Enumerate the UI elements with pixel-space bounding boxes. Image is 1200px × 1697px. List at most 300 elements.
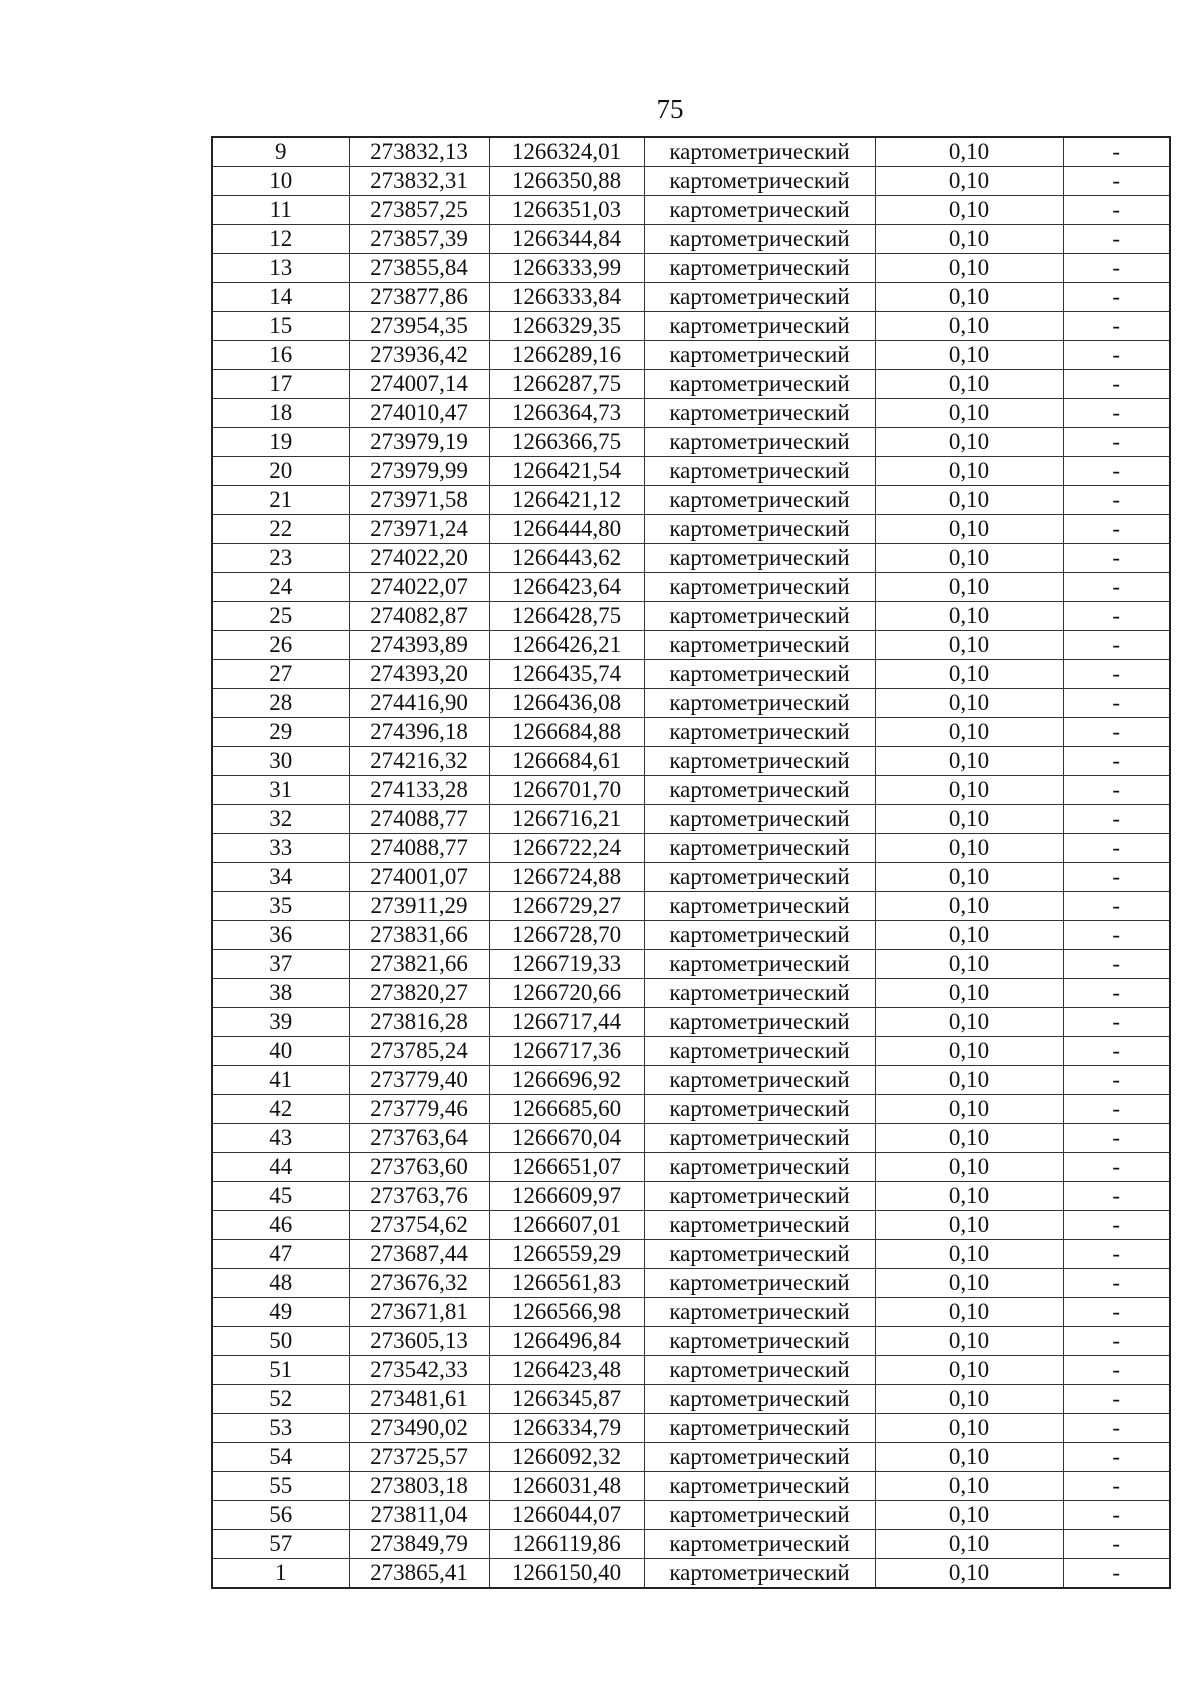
x-coordinate-cell: 273849,79 — [349, 1530, 489, 1559]
x-coordinate-cell: 274001,07 — [349, 863, 489, 892]
method-cell: картометрический — [644, 1298, 875, 1327]
point-number-cell: 11 — [212, 196, 349, 225]
method-cell: картометрический — [644, 660, 875, 689]
y-coordinate-cell: 1266423,64 — [489, 573, 644, 602]
x-coordinate-cell: 273779,40 — [349, 1066, 489, 1095]
point-number-cell: 32 — [212, 805, 349, 834]
accuracy-cell: 0,10 — [875, 196, 1063, 225]
y-coordinate-cell: 1266350,88 — [489, 167, 644, 196]
table-row — [212, 515, 1170, 544]
point-number-cell: 41 — [212, 1066, 349, 1095]
y-coordinate-cell: 1266720,66 — [489, 979, 644, 1008]
method-cell: картометрический — [644, 1414, 875, 1443]
y-coordinate-cell: 1266345,87 — [489, 1385, 644, 1414]
note-cell: - — [1063, 573, 1170, 602]
y-coordinate-cell: 1266423,48 — [489, 1356, 644, 1385]
note-cell: - — [1063, 1211, 1170, 1240]
x-coordinate-cell: 273820,27 — [349, 979, 489, 1008]
point-number-cell: 18 — [212, 399, 349, 428]
y-coordinate-cell: 1266444,80 — [489, 515, 644, 544]
table-row — [212, 457, 1170, 486]
note-cell: - — [1063, 1356, 1170, 1385]
x-coordinate-cell: 274416,90 — [349, 689, 489, 718]
table-row — [212, 979, 1170, 1008]
table-row — [212, 1443, 1170, 1472]
note-cell: - — [1063, 1182, 1170, 1211]
table-row — [212, 1327, 1170, 1356]
y-coordinate-cell: 1266684,61 — [489, 747, 644, 776]
point-number-cell: 44 — [212, 1153, 349, 1182]
x-coordinate-cell: 273971,24 — [349, 515, 489, 544]
x-coordinate-cell: 273803,18 — [349, 1472, 489, 1501]
method-cell: картометрический — [644, 950, 875, 979]
method-cell: картометрический — [644, 167, 875, 196]
method-cell: картометрический — [644, 689, 875, 718]
note-cell: - — [1063, 486, 1170, 515]
method-cell: картометрический — [644, 1095, 875, 1124]
note-cell: - — [1063, 1240, 1170, 1269]
note-cell: - — [1063, 660, 1170, 689]
table-row — [212, 631, 1170, 660]
table-row — [212, 747, 1170, 776]
note-cell: - — [1063, 1385, 1170, 1414]
y-coordinate-cell: 1266566,98 — [489, 1298, 644, 1327]
y-coordinate-cell: 1266701,70 — [489, 776, 644, 805]
point-number-cell: 33 — [212, 834, 349, 863]
x-coordinate-cell: 274082,87 — [349, 602, 489, 631]
x-coordinate-cell: 273832,31 — [349, 167, 489, 196]
method-cell: картометрический — [644, 805, 875, 834]
accuracy-cell: 0,10 — [875, 747, 1063, 776]
note-cell: - — [1063, 921, 1170, 950]
y-coordinate-cell: 1266333,99 — [489, 254, 644, 283]
x-coordinate-cell: 273821,66 — [349, 950, 489, 979]
note-cell: - — [1063, 1414, 1170, 1443]
note-cell: - — [1063, 1559, 1170, 1589]
note-cell: - — [1063, 979, 1170, 1008]
table-row — [212, 863, 1170, 892]
accuracy-cell: 0,10 — [875, 137, 1063, 167]
point-number-cell: 37 — [212, 950, 349, 979]
point-number-cell: 29 — [212, 718, 349, 747]
point-number-cell: 14 — [212, 283, 349, 312]
note-cell: - — [1063, 399, 1170, 428]
table-row — [212, 1356, 1170, 1385]
method-cell: картометрический — [644, 1269, 875, 1298]
note-cell: - — [1063, 1530, 1170, 1559]
point-number-cell: 47 — [212, 1240, 349, 1269]
x-coordinate-cell: 273754,62 — [349, 1211, 489, 1240]
point-number-cell: 27 — [212, 660, 349, 689]
y-coordinate-cell: 1266287,75 — [489, 370, 644, 399]
page-number: 75 — [656, 94, 684, 124]
method-cell: картометрический — [644, 718, 875, 747]
point-number-cell: 1 — [212, 1559, 349, 1589]
note-cell: - — [1063, 602, 1170, 631]
y-coordinate-cell: 1266684,88 — [489, 718, 644, 747]
method-cell: картометрический — [644, 312, 875, 341]
note-cell: - — [1063, 1153, 1170, 1182]
method-cell: картометрический — [644, 1385, 875, 1414]
y-coordinate-cell: 1266421,12 — [489, 486, 644, 515]
accuracy-cell: 0,10 — [875, 428, 1063, 457]
x-coordinate-cell: 273763,60 — [349, 1153, 489, 1182]
note-cell: - — [1063, 718, 1170, 747]
y-coordinate-cell: 1266289,16 — [489, 341, 644, 370]
x-coordinate-cell: 273490,02 — [349, 1414, 489, 1443]
y-coordinate-cell: 1266436,08 — [489, 689, 644, 718]
point-number-cell: 43 — [212, 1124, 349, 1153]
x-coordinate-cell: 273971,58 — [349, 486, 489, 515]
method-cell: картометрический — [644, 341, 875, 370]
method-cell: картометрический — [644, 921, 875, 950]
point-number-cell: 49 — [212, 1298, 349, 1327]
table-row — [212, 602, 1170, 631]
y-coordinate-cell: 1266333,84 — [489, 283, 644, 312]
point-number-cell: 31 — [212, 776, 349, 805]
x-coordinate-cell: 273605,13 — [349, 1327, 489, 1356]
x-coordinate-cell: 273865,41 — [349, 1559, 489, 1589]
point-number-cell: 10 — [212, 167, 349, 196]
note-cell: - — [1063, 1124, 1170, 1153]
method-cell: картометрический — [644, 1182, 875, 1211]
x-coordinate-cell: 274088,77 — [349, 834, 489, 863]
x-coordinate-cell: 273785,24 — [349, 1037, 489, 1066]
note-cell: - — [1063, 544, 1170, 573]
y-coordinate-cell: 1266031,48 — [489, 1472, 644, 1501]
method-cell: картометрический — [644, 602, 875, 631]
method-cell: картометрический — [644, 1443, 875, 1472]
y-coordinate-cell: 1266719,33 — [489, 950, 644, 979]
point-number-cell: 25 — [212, 602, 349, 631]
y-coordinate-cell: 1266334,79 — [489, 1414, 644, 1443]
method-cell: картометрический — [644, 1124, 875, 1153]
table-row — [212, 1211, 1170, 1240]
table-row — [212, 1095, 1170, 1124]
coordinates-table-body — [212, 137, 1170, 1588]
table-row — [212, 370, 1170, 399]
accuracy-cell: 0,10 — [875, 544, 1063, 573]
note-cell: - — [1063, 341, 1170, 370]
y-coordinate-cell: 1266421,54 — [489, 457, 644, 486]
accuracy-cell: 0,10 — [875, 1211, 1063, 1240]
note-cell: - — [1063, 137, 1170, 167]
y-coordinate-cell: 1266119,86 — [489, 1530, 644, 1559]
x-coordinate-cell: 273855,84 — [349, 254, 489, 283]
table-row — [212, 283, 1170, 312]
method-cell: картометрический — [644, 1037, 875, 1066]
y-coordinate-cell: 1266324,01 — [489, 137, 644, 167]
x-coordinate-cell: 273763,76 — [349, 1182, 489, 1211]
y-coordinate-cell: 1266651,07 — [489, 1153, 644, 1182]
note-cell: - — [1063, 428, 1170, 457]
method-cell: картометрический — [644, 457, 875, 486]
accuracy-cell: 0,10 — [875, 1153, 1063, 1182]
y-coordinate-cell: 1266609,97 — [489, 1182, 644, 1211]
note-cell: - — [1063, 1037, 1170, 1066]
x-coordinate-cell: 273687,44 — [349, 1240, 489, 1269]
y-coordinate-cell: 1266729,27 — [489, 892, 644, 921]
method-cell: картометрический — [644, 486, 875, 515]
x-coordinate-cell: 273911,29 — [349, 892, 489, 921]
point-number-cell: 50 — [212, 1327, 349, 1356]
y-coordinate-cell: 1266685,60 — [489, 1095, 644, 1124]
y-coordinate-cell: 1266428,75 — [489, 602, 644, 631]
x-coordinate-cell: 273542,33 — [349, 1356, 489, 1385]
x-coordinate-cell: 274393,20 — [349, 660, 489, 689]
accuracy-cell: 0,10 — [875, 1066, 1063, 1095]
method-cell: картометрический — [644, 254, 875, 283]
x-coordinate-cell: 274007,14 — [349, 370, 489, 399]
y-coordinate-cell: 1266559,29 — [489, 1240, 644, 1269]
point-number-cell: 40 — [212, 1037, 349, 1066]
accuracy-cell: 0,10 — [875, 1095, 1063, 1124]
point-number-cell: 30 — [212, 747, 349, 776]
x-coordinate-cell: 273936,42 — [349, 341, 489, 370]
x-coordinate-cell: 273979,19 — [349, 428, 489, 457]
method-cell: картометрический — [644, 1153, 875, 1182]
table-row — [212, 428, 1170, 457]
method-cell: картометрический — [644, 834, 875, 863]
note-cell: - — [1063, 892, 1170, 921]
y-coordinate-cell: 1266443,62 — [489, 544, 644, 573]
method-cell: картометрический — [644, 515, 875, 544]
method-cell: картометрический — [644, 892, 875, 921]
x-coordinate-cell: 273816,28 — [349, 1008, 489, 1037]
table-row — [212, 805, 1170, 834]
table-row — [212, 341, 1170, 370]
y-coordinate-cell: 1266364,73 — [489, 399, 644, 428]
point-number-cell: 52 — [212, 1385, 349, 1414]
x-coordinate-cell: 274396,18 — [349, 718, 489, 747]
accuracy-cell: 0,10 — [875, 1472, 1063, 1501]
accuracy-cell: 0,10 — [875, 515, 1063, 544]
point-number-cell: 51 — [212, 1356, 349, 1385]
accuracy-cell: 0,10 — [875, 892, 1063, 921]
accuracy-cell: 0,10 — [875, 776, 1063, 805]
method-cell: картометрический — [644, 1472, 875, 1501]
table-row — [212, 660, 1170, 689]
x-coordinate-cell: 273676,32 — [349, 1269, 489, 1298]
accuracy-cell: 0,10 — [875, 1298, 1063, 1327]
accuracy-cell: 0,10 — [875, 834, 1063, 863]
accuracy-cell: 0,10 — [875, 631, 1063, 660]
accuracy-cell: 0,10 — [875, 863, 1063, 892]
accuracy-cell: 0,10 — [875, 979, 1063, 1008]
note-cell: - — [1063, 1298, 1170, 1327]
y-coordinate-cell: 1266351,03 — [489, 196, 644, 225]
point-number-cell: 42 — [212, 1095, 349, 1124]
point-number-cell: 55 — [212, 1472, 349, 1501]
table-row — [212, 1414, 1170, 1443]
table-row — [212, 950, 1170, 979]
x-coordinate-cell: 273725,57 — [349, 1443, 489, 1472]
point-number-cell: 26 — [212, 631, 349, 660]
x-coordinate-cell: 273857,25 — [349, 196, 489, 225]
table-row — [212, 486, 1170, 515]
accuracy-cell: 0,10 — [875, 1530, 1063, 1559]
coordinates-table — [211, 136, 1171, 1589]
y-coordinate-cell: 1266607,01 — [489, 1211, 644, 1240]
note-cell: - — [1063, 1269, 1170, 1298]
accuracy-cell: 0,10 — [875, 399, 1063, 428]
point-number-cell: 16 — [212, 341, 349, 370]
point-number-cell: 35 — [212, 892, 349, 921]
method-cell: картометрический — [644, 544, 875, 573]
method-cell: картометрический — [644, 1530, 875, 1559]
note-cell: - — [1063, 631, 1170, 660]
y-coordinate-cell: 1266344,84 — [489, 225, 644, 254]
method-cell: картометрический — [644, 1327, 875, 1356]
note-cell: - — [1063, 370, 1170, 399]
method-cell: картометрический — [644, 1501, 875, 1530]
note-cell: - — [1063, 950, 1170, 979]
accuracy-cell: 0,10 — [875, 1327, 1063, 1356]
accuracy-cell: 0,10 — [875, 718, 1063, 747]
accuracy-cell: 0,10 — [875, 312, 1063, 341]
note-cell: - — [1063, 689, 1170, 718]
x-coordinate-cell: 273481,61 — [349, 1385, 489, 1414]
x-coordinate-cell: 273832,13 — [349, 137, 489, 167]
x-coordinate-cell: 274133,28 — [349, 776, 489, 805]
method-cell: картометрический — [644, 863, 875, 892]
method-cell: картометрический — [644, 1240, 875, 1269]
note-cell: - — [1063, 196, 1170, 225]
accuracy-cell: 0,10 — [875, 1269, 1063, 1298]
table-row — [212, 1298, 1170, 1327]
note-cell: - — [1063, 863, 1170, 892]
accuracy-cell: 0,10 — [875, 1559, 1063, 1589]
x-coordinate-cell: 273979,99 — [349, 457, 489, 486]
note-cell: - — [1063, 1327, 1170, 1356]
point-number-cell: 45 — [212, 1182, 349, 1211]
x-coordinate-cell: 273779,46 — [349, 1095, 489, 1124]
point-number-cell: 19 — [212, 428, 349, 457]
method-cell: картометрический — [644, 428, 875, 457]
y-coordinate-cell: 1266722,24 — [489, 834, 644, 863]
accuracy-cell: 0,10 — [875, 1385, 1063, 1414]
note-cell: - — [1063, 312, 1170, 341]
y-coordinate-cell: 1266150,40 — [489, 1559, 644, 1589]
point-number-cell: 20 — [212, 457, 349, 486]
accuracy-cell: 0,10 — [875, 1414, 1063, 1443]
point-number-cell: 15 — [212, 312, 349, 341]
method-cell: картометрический — [644, 370, 875, 399]
table-row — [212, 1182, 1170, 1211]
point-number-cell: 13 — [212, 254, 349, 283]
accuracy-cell: 0,10 — [875, 660, 1063, 689]
y-coordinate-cell: 1266717,44 — [489, 1008, 644, 1037]
note-cell: - — [1063, 225, 1170, 254]
note-cell: - — [1063, 776, 1170, 805]
table-row — [212, 689, 1170, 718]
point-number-cell: 17 — [212, 370, 349, 399]
note-cell: - — [1063, 254, 1170, 283]
note-cell: - — [1063, 1066, 1170, 1095]
y-coordinate-cell: 1266426,21 — [489, 631, 644, 660]
y-coordinate-cell: 1266728,70 — [489, 921, 644, 950]
method-cell: картометрический — [644, 1356, 875, 1385]
table-row — [212, 718, 1170, 747]
table-row — [212, 573, 1170, 602]
point-number-cell: 24 — [212, 573, 349, 602]
table-row — [212, 892, 1170, 921]
table-row — [212, 1240, 1170, 1269]
table-row — [212, 834, 1170, 863]
method-cell: картометрический — [644, 137, 875, 167]
table-row — [212, 1153, 1170, 1182]
x-coordinate-cell: 274022,07 — [349, 573, 489, 602]
table-row — [212, 137, 1170, 167]
method-cell: картометрический — [644, 631, 875, 660]
y-coordinate-cell: 1266435,74 — [489, 660, 644, 689]
method-cell: картометрический — [644, 225, 875, 254]
accuracy-cell: 0,10 — [875, 1501, 1063, 1530]
point-number-cell: 21 — [212, 486, 349, 515]
table-row — [212, 1472, 1170, 1501]
table-row — [212, 1559, 1170, 1589]
accuracy-cell: 0,10 — [875, 457, 1063, 486]
point-number-cell: 54 — [212, 1443, 349, 1472]
point-number-cell: 23 — [212, 544, 349, 573]
table-row — [212, 312, 1170, 341]
y-coordinate-cell: 1266366,75 — [489, 428, 644, 457]
table-row — [212, 167, 1170, 196]
y-coordinate-cell: 1266716,21 — [489, 805, 644, 834]
point-number-cell: 34 — [212, 863, 349, 892]
accuracy-cell: 0,10 — [875, 1182, 1063, 1211]
accuracy-cell: 0,10 — [875, 341, 1063, 370]
point-number-cell: 39 — [212, 1008, 349, 1037]
accuracy-cell: 0,10 — [875, 950, 1063, 979]
x-coordinate-cell: 274088,77 — [349, 805, 489, 834]
note-cell: - — [1063, 1095, 1170, 1124]
table-row — [212, 399, 1170, 428]
accuracy-cell: 0,10 — [875, 1443, 1063, 1472]
note-cell: - — [1063, 1443, 1170, 1472]
y-coordinate-cell: 1266561,83 — [489, 1269, 644, 1298]
note-cell: - — [1063, 1008, 1170, 1037]
y-coordinate-cell: 1266717,36 — [489, 1037, 644, 1066]
x-coordinate-cell: 273877,86 — [349, 283, 489, 312]
accuracy-cell: 0,10 — [875, 254, 1063, 283]
table-row — [212, 544, 1170, 573]
accuracy-cell: 0,10 — [875, 573, 1063, 602]
x-coordinate-cell: 273857,39 — [349, 225, 489, 254]
accuracy-cell: 0,10 — [875, 225, 1063, 254]
table-row — [212, 1124, 1170, 1153]
point-number-cell: 53 — [212, 1414, 349, 1443]
x-coordinate-cell: 274010,47 — [349, 399, 489, 428]
y-coordinate-cell: 1266696,92 — [489, 1066, 644, 1095]
method-cell: картометрический — [644, 776, 875, 805]
method-cell: картометрический — [644, 1066, 875, 1095]
note-cell: - — [1063, 1472, 1170, 1501]
x-coordinate-cell: 273831,66 — [349, 921, 489, 950]
method-cell: картометрический — [644, 1008, 875, 1037]
y-coordinate-cell: 1266044,07 — [489, 1501, 644, 1530]
note-cell: - — [1063, 457, 1170, 486]
accuracy-cell: 0,10 — [875, 689, 1063, 718]
y-coordinate-cell: 1266670,04 — [489, 1124, 644, 1153]
x-coordinate-cell: 273954,35 — [349, 312, 489, 341]
accuracy-cell: 0,10 — [875, 486, 1063, 515]
x-coordinate-cell: 274022,20 — [349, 544, 489, 573]
table-row — [212, 921, 1170, 950]
note-cell: - — [1063, 1501, 1170, 1530]
table-row — [212, 1066, 1170, 1095]
y-coordinate-cell: 1266329,35 — [489, 312, 644, 341]
